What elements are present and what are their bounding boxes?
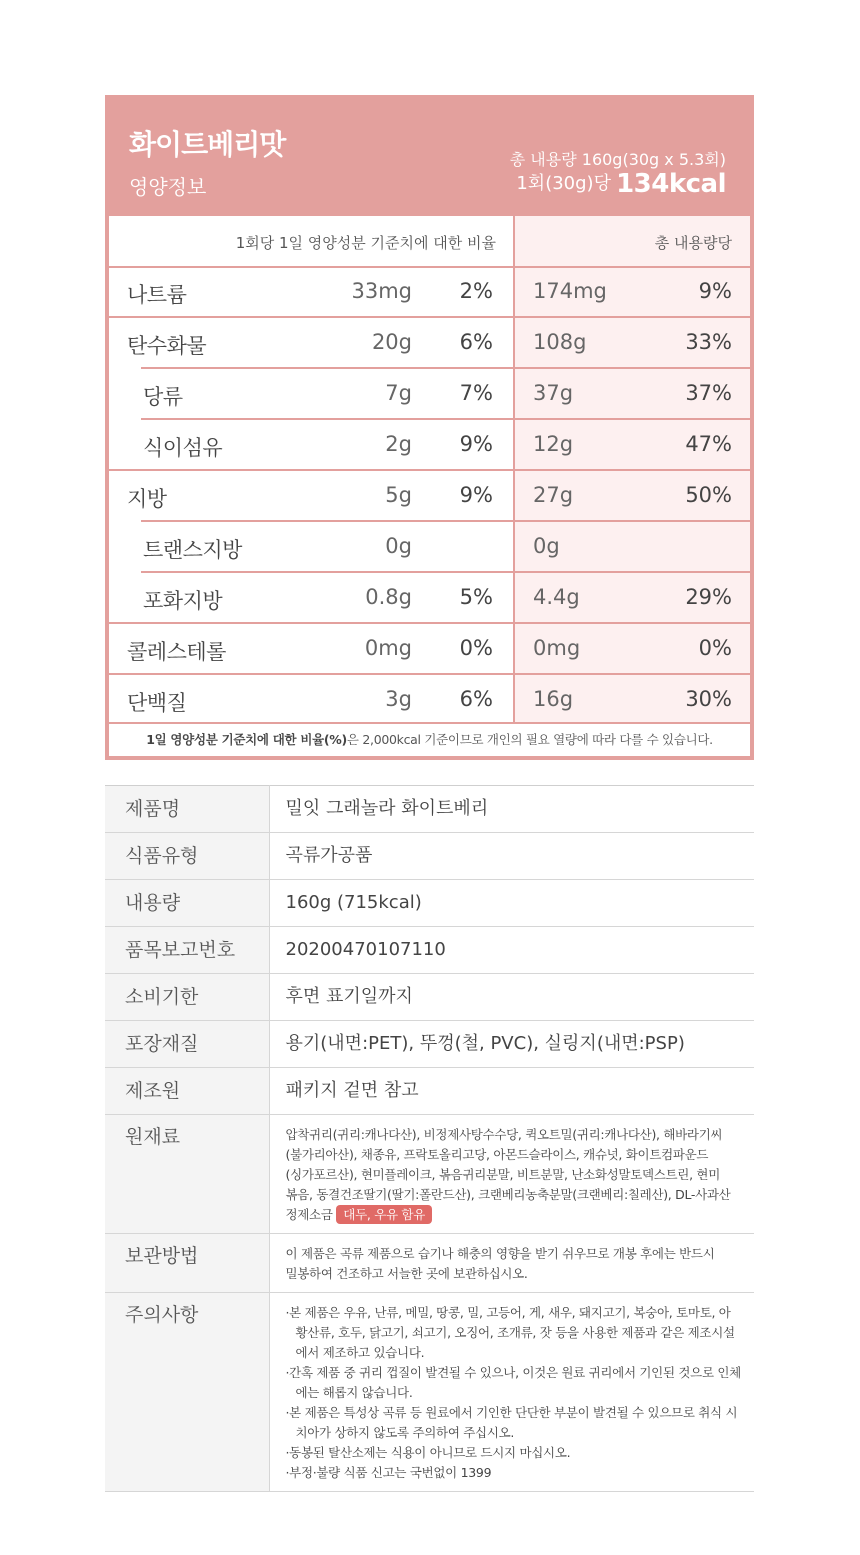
nutrient-name: 단백질 — [127, 691, 187, 715]
ingredients-value — [269, 1115, 754, 1234]
info-label: 식품유형 — [105, 833, 269, 880]
per-total-header: 총 내용량당 — [654, 234, 732, 252]
nutrient-total-amount: 108g — [533, 330, 587, 354]
nutrient-percent: 6% — [459, 330, 493, 354]
info-label: 원재료 — [105, 1115, 269, 1234]
info-row-ingredients — [105, 1115, 754, 1234]
nutrient-total-percent: 47% — [685, 432, 732, 456]
info-label: 보관방법 — [105, 1234, 269, 1293]
nutrient-amount: 0.8g — [365, 585, 412, 609]
nutrition-panel — [105, 95, 754, 760]
info-label: 내용량 — [105, 880, 269, 927]
serving-size: 1회(30g)당 — [516, 173, 611, 194]
caution-value — [269, 1293, 754, 1492]
nutrient-row-fiber — [109, 420, 750, 470]
nutrient-percent: 7% — [459, 381, 493, 405]
calories: 134kcal — [616, 169, 726, 199]
info-value: 밀잇 그래놀라 화이트베리 — [269, 786, 754, 833]
storage-value — [269, 1234, 754, 1293]
info-label: 품목보고번호 — [105, 927, 269, 974]
info-label: 제품명 — [105, 786, 269, 833]
nutrient-name: 탄수화물 — [127, 334, 207, 358]
nutrient-amount: 0g — [385, 534, 412, 558]
flavor-title: 화이트베리맛 — [129, 128, 286, 161]
nutrient-row-sodium — [109, 267, 750, 317]
product-info-table — [105, 785, 754, 1492]
nutrient-amount: 0mg — [364, 636, 412, 660]
storage-line: 밀봉하여 건조하고 서늘한 곳에 보관하십시오. — [285, 1266, 528, 1281]
nutrient-total-amount: 27g — [533, 483, 574, 507]
nutrient-amount: 2g — [385, 432, 412, 456]
nutrient-amount: 33mg — [351, 279, 412, 303]
nutrient-name: 트랜스지방 — [143, 538, 242, 562]
nutrient-total-amount: 0g — [533, 534, 560, 558]
per-serving-header: 1회당 1일 영양성분 기준치에 대한 비율 — [235, 234, 496, 252]
info-value: 후면 표기일까지 — [269, 974, 754, 1021]
nutrient-total-percent: 9% — [698, 279, 732, 303]
info-row-expiry — [105, 974, 754, 1021]
info-row-manufacturer — [105, 1068, 754, 1115]
info-row-report-number — [105, 927, 754, 974]
nutrient-name: 콜레스테롤 — [127, 640, 226, 664]
nutrient-total-amount: 16g — [533, 687, 574, 711]
nutrient-total-amount: 0mg — [533, 636, 581, 660]
info-value: 패키지 겉면 참고 — [269, 1068, 754, 1115]
caution-item: ·본 제품은 특성상 곡류 등 원료에서 기인한 단단한 부분이 발견될 수 있으므로 취식 시 치아가 상하지 않도록 주의하여 주십시오. — [285, 1405, 738, 1440]
nutrient-row-cholesterol — [109, 624, 750, 674]
caution-item: ·본 제품은 우유, 난류, 메밀, 땅콩, 밀, 고등어, 게, 새우, 돼지고기, 복숭아, 토마토, 아황산류, 호두, 닭고기, 쇠고기, 오징어, 조개류, 잣 등을 사용한 제품과 같은 제조시설에서 제조하고 있습니다. — [285, 1305, 735, 1360]
serving-calories — [516, 169, 726, 199]
info-row-food-type — [105, 833, 754, 880]
ingredients-line: 정제소금 — [285, 1207, 333, 1222]
ingredients-line-last — [286, 1205, 743, 1225]
nutrition-header — [109, 99, 750, 216]
nutrient-name: 당류 — [143, 385, 183, 409]
nutrient-amount: 5g — [385, 483, 412, 507]
info-value: 160g (715kcal) — [269, 880, 754, 927]
nutrient-amount: 3g — [385, 687, 412, 711]
nutrient-row-sugars — [109, 369, 750, 419]
nutrient-total-percent: 37% — [685, 381, 732, 405]
nutrient-percent: 5% — [459, 585, 493, 609]
nutrient-total-amount: 37g — [533, 381, 574, 405]
nutrient-percent: 9% — [459, 432, 493, 456]
nutrient-row-fat — [109, 471, 750, 521]
nutrient-row-carbohydrate — [109, 318, 750, 368]
footnote-text: 은 2,000kcal 기준이므로 개인의 필요 열량에 따라 다를 수 있습니다. — [346, 732, 713, 747]
nutrient-total-amount: 174mg — [533, 279, 607, 303]
nutrition-table — [109, 216, 750, 756]
nutrient-row-protein — [109, 675, 750, 725]
nutrient-name: 나트륨 — [127, 283, 187, 307]
nutrient-amount: 20g — [371, 330, 412, 354]
nutrient-row-trans-fat — [109, 522, 750, 572]
nutrient-percent: 6% — [459, 687, 493, 711]
nutrient-total-percent: 30% — [685, 687, 732, 711]
nutrient-total-amount: 12g — [533, 432, 574, 456]
nutrition-footnote — [109, 722, 750, 756]
info-row-caution — [105, 1293, 754, 1492]
info-value: 용기(내면:PET), 뚜껑(철, PVC), 실링지(내면:PSP) — [269, 1021, 754, 1068]
info-value: 곡류가공품 — [269, 833, 754, 880]
info-value: 20200470107110 — [269, 927, 754, 974]
nutrient-total-percent: 33% — [685, 330, 732, 354]
nutrient-percent: 2% — [459, 279, 493, 303]
total-content: 총 내용량 160g(30g x 5.3회) — [509, 150, 726, 169]
nutrient-percent: 0% — [459, 636, 493, 660]
nutrient-name: 지방 — [127, 487, 167, 511]
storage-line: 이 제품은 곡류 제품으로 습기나 해충의 영향을 받기 쉬우므로 개봉 후에는 반드시 — [285, 1246, 715, 1261]
ingredients-line: 압착귀리(귀리:캐나다산), 비정제사탕수수당, 퀵오트밀(귀리:캐나다산), 해바라기씨 — [285, 1127, 723, 1142]
ingredients-line: 볶음, 동결건조딸기(딸기:폴란드산), 크랜베리농축분말(크랜베리:칠레산), DL-사과산 — [285, 1187, 731, 1202]
nutrient-amount: 7g — [385, 381, 412, 405]
nutrient-total-percent: 50% — [685, 483, 732, 507]
info-row-storage — [105, 1234, 754, 1293]
ingredients-line: (싱가포르산), 현미플레이크, 볶음귀리분말, 비트분말, 난소화성말토덱스트린, 현미 — [285, 1167, 720, 1182]
caution-item: ·동봉된 탈산소제는 식용이 아니므로 드시지 마십시오. — [285, 1445, 571, 1460]
info-label: 포장재질 — [105, 1021, 269, 1068]
nutrition-subtitle: 영양정보 — [129, 175, 207, 199]
nutrient-total-amount: 4.4g — [533, 585, 580, 609]
info-row-content — [105, 880, 754, 927]
nutrient-total-percent: 29% — [685, 585, 732, 609]
nutrient-percent: 9% — [459, 483, 493, 507]
ingredients-line: (불가리아산), 채종유, 프락토올리고당, 아몬드슬라이스, 캐슈넛, 화이트컴파운드 — [285, 1147, 709, 1162]
nutrient-total-percent: 0% — [698, 636, 732, 660]
allergen-badge: 대두, 우유 함유 — [336, 1205, 432, 1224]
nutrient-row-saturated-fat — [109, 573, 750, 623]
info-label: 제조원 — [105, 1068, 269, 1115]
caution-item: ·간혹 제품 중 귀리 껍질이 발견될 수 있으나, 이것은 원료 귀리에서 기인된 것으로 인체에는 해롭지 않습니다. — [285, 1365, 741, 1400]
nutrient-name: 식이섬유 — [143, 436, 223, 460]
info-label: 소비기한 — [105, 974, 269, 1021]
nutrition-column-headers — [109, 216, 750, 268]
info-label: 주의사항 — [105, 1293, 269, 1492]
info-row-product-name — [105, 786, 754, 833]
info-row-packaging — [105, 1021, 754, 1068]
nutrient-name: 포화지방 — [143, 589, 223, 613]
caution-item: ·부정·불량 식품 신고는 국번없이 1399 — [285, 1465, 492, 1480]
footnote-bold: 1일 영양성분 기준치에 대한 비율(%) — [146, 732, 347, 747]
